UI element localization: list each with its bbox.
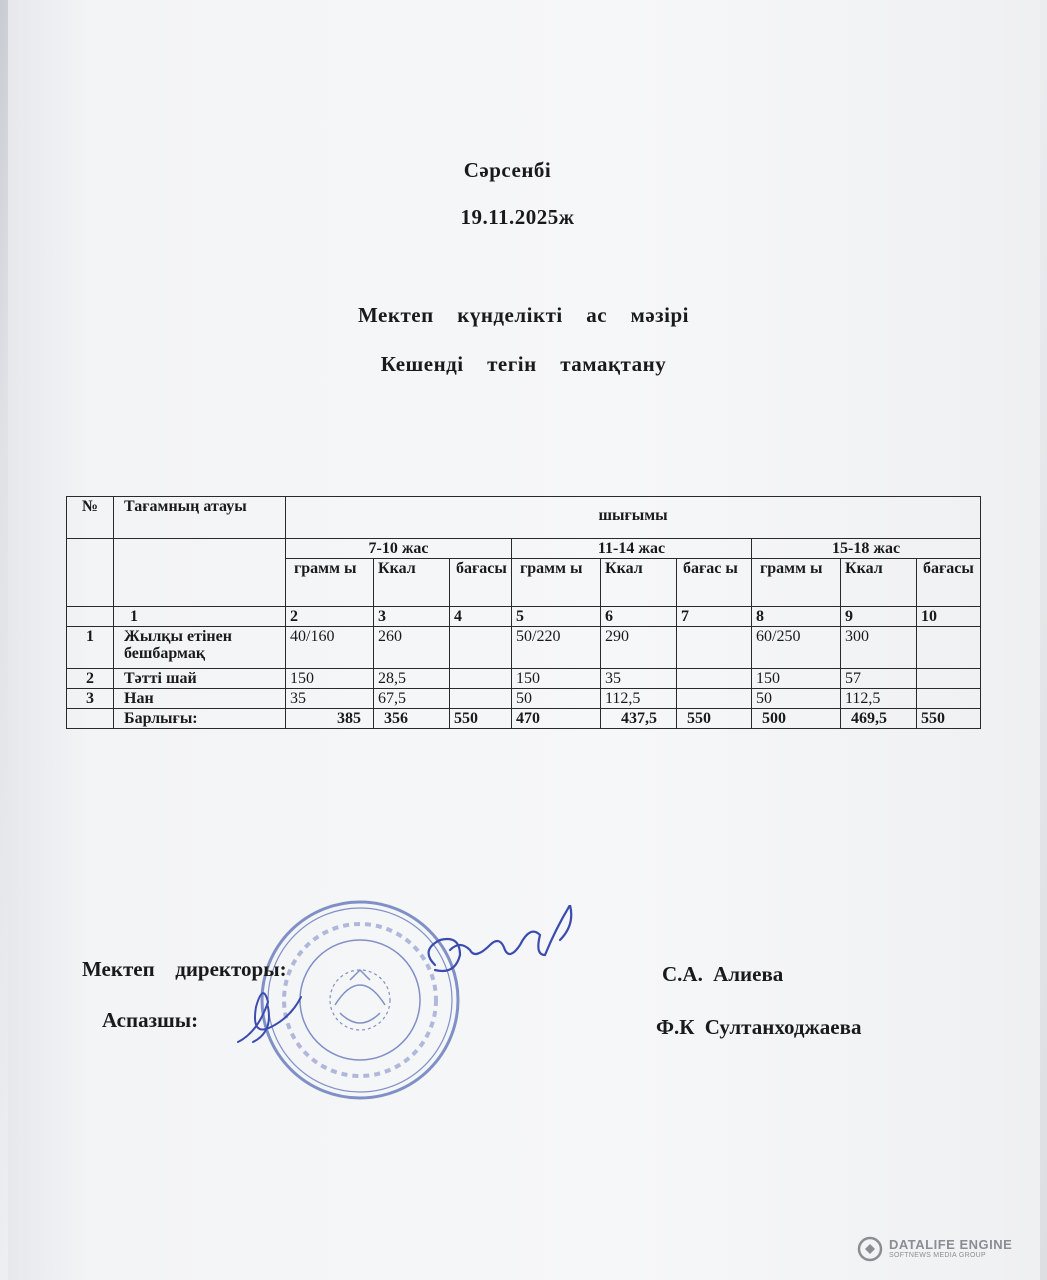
column-number: 1 — [114, 607, 286, 627]
dish-name: Тәтті шай — [114, 669, 286, 689]
cell-value — [677, 689, 752, 709]
header-blank — [114, 539, 286, 607]
dish-name: Нан — [114, 689, 286, 709]
total-value: 470 — [512, 709, 601, 729]
table-row — [67, 689, 981, 709]
column-number-row-spacer — [67, 607, 114, 627]
cell-value: 50 — [752, 689, 841, 709]
total-value: 550 — [917, 709, 981, 729]
table-row — [67, 627, 981, 669]
cell-value — [917, 627, 981, 669]
datalife-logo-icon — [857, 1236, 883, 1262]
sub-header-kcal: Ккал — [841, 559, 917, 607]
sub-header-grams: грамм ы — [286, 559, 374, 607]
cell-value — [677, 669, 752, 689]
cook-label: Аспазшы: — [102, 1008, 199, 1032]
column-number: 4 — [450, 607, 512, 627]
column-number: 5 — [512, 607, 601, 627]
total-value: 385 — [286, 709, 374, 729]
cell-value: 112,5 — [601, 689, 677, 709]
header-dish-name: Тағамның атауы — [114, 497, 286, 539]
column-number: 10 — [917, 607, 981, 627]
director-name: С.А. Алиева — [662, 962, 784, 986]
sub-header-grams: грамм ы — [512, 559, 601, 607]
cell-value: 260 — [374, 627, 450, 669]
sub-header-price: бағасы — [450, 559, 512, 607]
cell-value: 150 — [286, 669, 374, 689]
sub-header-kcal: Ккал — [374, 559, 450, 607]
total-value: 550 — [677, 709, 752, 729]
cell-value: 50 — [512, 689, 601, 709]
column-number: 7 — [677, 607, 752, 627]
menu-table — [66, 496, 981, 729]
sub-header-price: бағас ы — [677, 559, 752, 607]
column-number: 2 — [286, 607, 374, 627]
cell-value — [917, 689, 981, 709]
cell-value — [917, 669, 981, 689]
total-value: 500 — [752, 709, 841, 729]
age-group-header: 7-10 жас — [286, 539, 512, 559]
cell-value: 300 — [841, 627, 917, 669]
cell-value: 50/220 — [512, 627, 601, 669]
watermark-brand: DATALIFE ENGINE — [889, 1237, 1013, 1252]
dish-name: Жылқы етінен бешбармақ — [114, 627, 286, 669]
watermark — [857, 1236, 1012, 1262]
age-group-header: 15-18 жас — [752, 539, 981, 559]
column-number: 8 — [752, 607, 841, 627]
total-spacer — [67, 709, 114, 729]
cell-value — [450, 627, 512, 669]
director-signature — [395, 905, 585, 995]
column-number: 3 — [374, 607, 450, 627]
total-value: 437,5 — [601, 709, 677, 729]
director-label: Мектеп директоры: — [82, 957, 287, 981]
cell-value: 112,5 — [841, 689, 917, 709]
cell-value: 150 — [752, 669, 841, 689]
header-output: шығымы — [286, 497, 981, 539]
total-value: 356 — [374, 709, 450, 729]
total-label: Барлығы: — [114, 709, 286, 729]
cell-value: 150 — [512, 669, 601, 689]
cell-value — [450, 689, 512, 709]
document-title: Мектеп күнделікті ас мәзірі — [358, 303, 689, 327]
menu-date: 19.11.2025ж — [460, 205, 575, 229]
cook-signature — [228, 972, 318, 1062]
cell-value: 35 — [601, 669, 677, 689]
cook-name: Ф.К Султанходжаева — [656, 1015, 862, 1039]
sub-header-price: бағасы — [917, 559, 981, 607]
watermark-sub: SOFTNEWS MEDIA GROUP — [889, 1252, 987, 1259]
cell-value — [450, 669, 512, 689]
sub-header-kcal: Ккал — [601, 559, 677, 607]
cell-value: 40/160 — [286, 627, 374, 669]
day-of-week: Сәрсенбі — [463, 158, 552, 182]
total-row — [67, 709, 981, 729]
document-subtitle: Кешенді тегін тамақтану — [380, 352, 667, 376]
row-number: 2 — [67, 669, 114, 689]
cell-value — [677, 627, 752, 669]
cell-value: 290 — [601, 627, 677, 669]
total-value: 469,5 — [841, 709, 917, 729]
cell-value: 57 — [841, 669, 917, 689]
cell-value: 28,5 — [374, 669, 450, 689]
header-number: № — [67, 497, 114, 539]
cell-value: 67,5 — [374, 689, 450, 709]
column-number: 9 — [841, 607, 917, 627]
header-blank — [67, 539, 114, 607]
row-number: 1 — [67, 627, 114, 669]
sub-header-grams: грамм ы — [752, 559, 841, 607]
age-group-header: 11-14 жас — [512, 539, 752, 559]
cell-value: 60/250 — [752, 627, 841, 669]
table-row — [67, 669, 981, 689]
column-number: 6 — [601, 607, 677, 627]
total-value: 550 — [450, 709, 512, 729]
cell-value: 35 — [286, 689, 374, 709]
row-number: 3 — [67, 689, 114, 709]
